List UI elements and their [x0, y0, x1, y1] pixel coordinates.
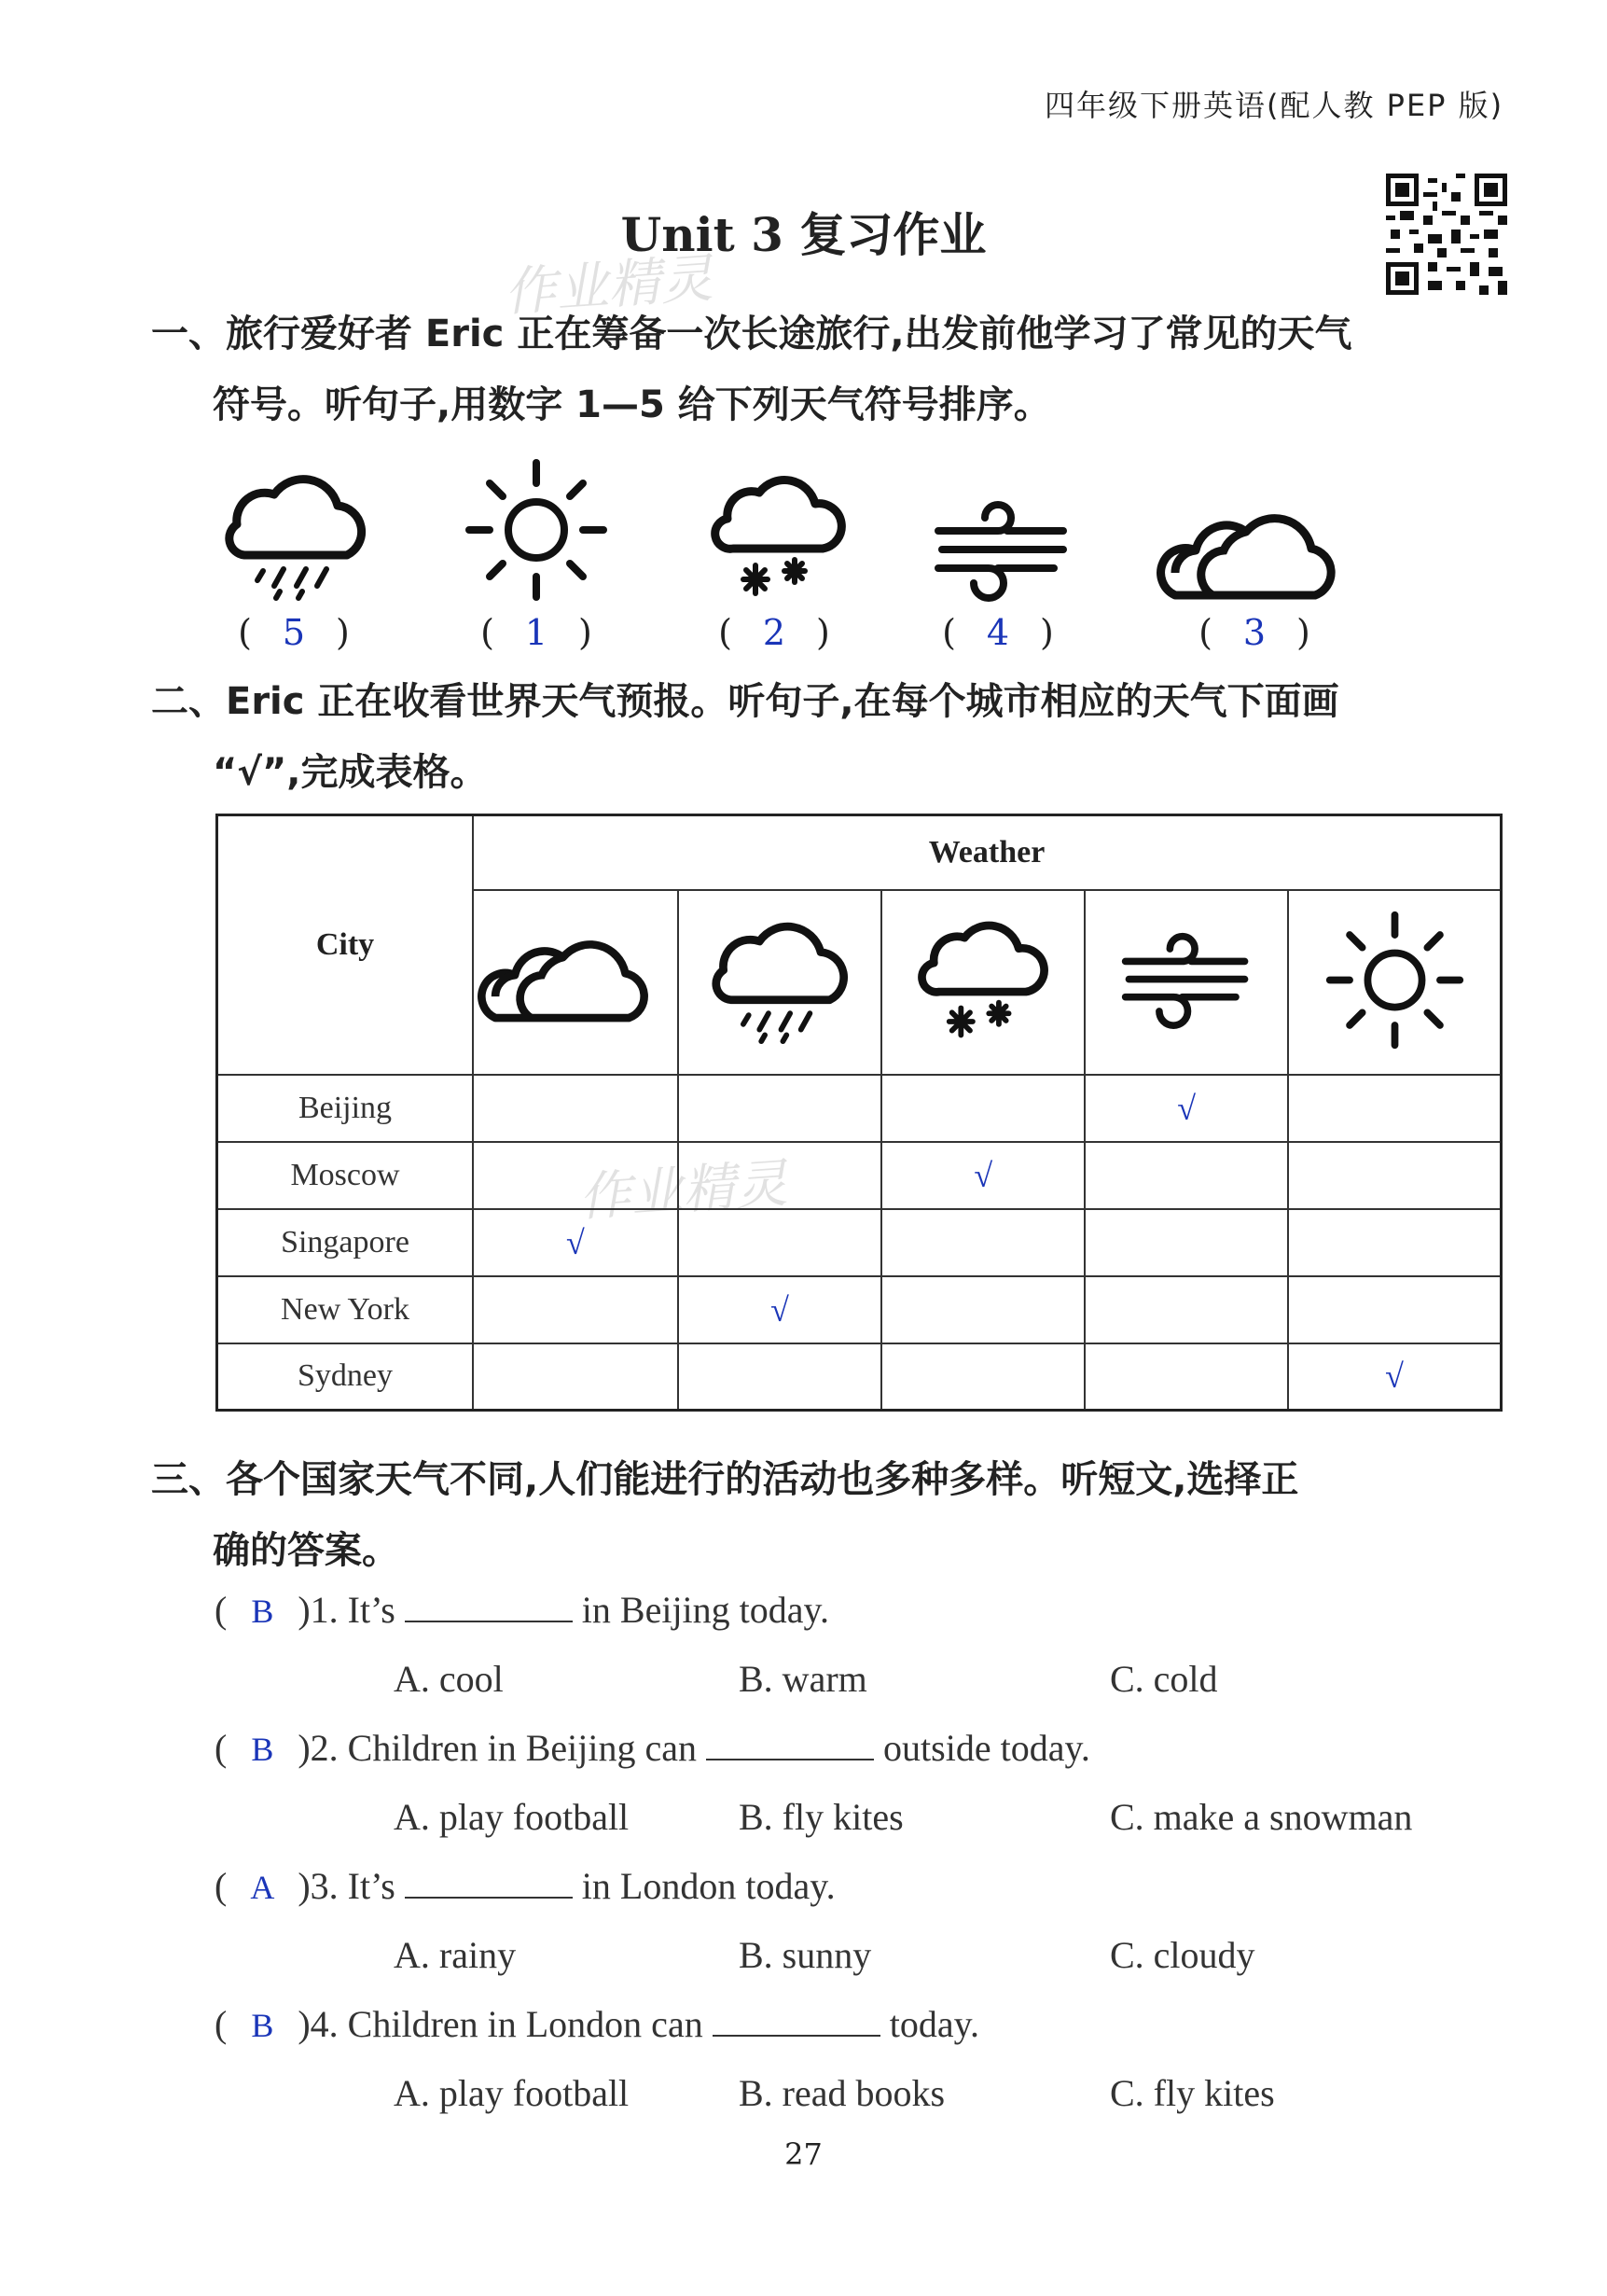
mark-cell: √ [1288, 1343, 1501, 1411]
table-row [217, 1276, 1502, 1343]
mark-cell: √ [1085, 1075, 1288, 1142]
order-answer-1: ( 5 ) [238, 612, 350, 653]
section-3-line-2: 确的答案。 [213, 1529, 399, 1572]
mark-cell [473, 1343, 678, 1411]
question-3: ( A )3. It’s in London today. [215, 1865, 836, 1907]
option-b: B. fly kites [739, 1796, 904, 1838]
option-c: C. fly kites [1110, 2072, 1275, 2114]
mark-cell [1288, 1075, 1501, 1142]
answer-choice: A [250, 1869, 275, 1906]
option-a: A. rainy [394, 1934, 517, 1976]
order-answer-3: ( 2 ) [718, 612, 830, 653]
table-row [217, 1343, 1502, 1411]
mark-cell [473, 1142, 678, 1209]
rainy-cloud-icon [216, 466, 375, 602]
mark-cell [473, 1276, 678, 1343]
option-c: C. cold [1110, 1658, 1218, 1700]
weather-table [215, 814, 1503, 1412]
option-a: A. play football [394, 1796, 630, 1838]
table-weather-sunny [1288, 890, 1501, 1075]
option-b: B. warm [739, 1658, 867, 1700]
rainy-cloud-icon [703, 914, 857, 1045]
answer-choice: B [251, 1593, 274, 1630]
section-2-line-1: 二、Eric 正在收看世界天气预报。听句子,在每个城市相应的天气下面画 [151, 680, 1339, 723]
order-answer-5: ( 3 ) [1198, 612, 1310, 653]
mark-cell: √ [473, 1209, 678, 1276]
weather-header: Weather [473, 815, 1501, 890]
city-cell: Sydney [217, 1343, 474, 1411]
mark-cell [1085, 1276, 1288, 1343]
order-answer-4: ( 4 ) [942, 612, 1054, 653]
answer-blank [713, 2007, 880, 2037]
city-header: City [217, 815, 474, 1075]
question-4: ( B )4. Children in London can today. [215, 2003, 979, 2045]
mark-cell [881, 1075, 1085, 1142]
cloudy-icon [478, 928, 673, 1031]
city-cell: Singapore [217, 1209, 474, 1276]
wind-icon [933, 499, 1073, 602]
sun-icon [1323, 908, 1467, 1052]
snowy-cloud-icon [916, 912, 1051, 1048]
option-a: A. play football [394, 2072, 630, 2114]
mark-cell [1288, 1209, 1501, 1276]
section-1-instructions [151, 299, 1522, 440]
page-number: 27 [784, 2136, 823, 2172]
section-1-line-1: 一、旅行爱好者 Eric 正在筹备一次长途旅行,出发前他学习了常见的天气 [151, 313, 1352, 355]
option-c: C. make a snowman [1110, 1796, 1413, 1838]
mark-cell [473, 1075, 678, 1142]
mark-cell [881, 1343, 1085, 1411]
mark-cell: √ [678, 1276, 881, 1343]
page-title: Unit 3 复习作业 [620, 207, 987, 262]
section-3-line-1: 三、各个国家天气不同,人们能进行的活动也多种多样。听短文,选择正 [151, 1458, 1299, 1501]
mark-cell [678, 1075, 881, 1142]
question-2: ( B )2. Children in Beijing can outside today. [215, 1727, 1090, 1769]
table-row [217, 1142, 1502, 1209]
mark-cell [1085, 1343, 1288, 1411]
mark-cell: √ [881, 1142, 1085, 1209]
mark-cell [1085, 1142, 1288, 1209]
option-b: B. sunny [739, 1934, 872, 1976]
order-answer-2: ( 1 ) [480, 612, 592, 653]
table-weather-windy [1085, 890, 1288, 1075]
table-weather-snowy [881, 890, 1085, 1075]
section-3-instructions [151, 1444, 1522, 1586]
answer-choice: B [251, 1731, 274, 1768]
mark-cell [1085, 1209, 1288, 1276]
table-weather-cloudy [473, 890, 678, 1075]
table-row [217, 1075, 1502, 1142]
section-2-instructions [151, 666, 1522, 808]
mark-cell [678, 1343, 881, 1411]
answer-blank [405, 1869, 573, 1899]
mark-cell [678, 1142, 881, 1209]
sun-icon [462, 455, 611, 605]
snowy-cloud-icon [709, 466, 849, 606]
watermark: 作业精灵 [502, 248, 715, 324]
question-1: ( B )1. It’s in Beijing today. [215, 1589, 829, 1631]
mark-cell [881, 1276, 1085, 1343]
table-row [217, 1209, 1502, 1276]
city-cell: New York [217, 1276, 474, 1343]
section-1-line-2: 符号。听句子,用数字 1—5 给下列天气符号排序。 [213, 383, 1051, 426]
cloudy-icon [1157, 504, 1362, 606]
wind-icon [1119, 931, 1254, 1029]
city-cell: Moscow [217, 1142, 474, 1209]
mark-cell [881, 1209, 1085, 1276]
option-b: B. read books [739, 2072, 946, 2114]
mark-cell [1288, 1142, 1501, 1209]
page-header: 四年级下册英语(配人教 PEP 版) [1045, 88, 1504, 123]
mark-cell [678, 1209, 881, 1276]
section-2-line-2: “√”,完成表格。 [213, 751, 488, 794]
option-a: A. cool [394, 1658, 504, 1700]
city-cell: Beijing [217, 1075, 474, 1142]
watermark: 作业精灵 [576, 1153, 790, 1229]
table-weather-rainy [678, 890, 881, 1075]
answer-choice: B [251, 2007, 274, 2044]
answer-blank [706, 1731, 874, 1760]
option-c: C. cloudy [1110, 1934, 1255, 1976]
mark-cell [1288, 1276, 1501, 1343]
answer-blank [405, 1593, 573, 1622]
